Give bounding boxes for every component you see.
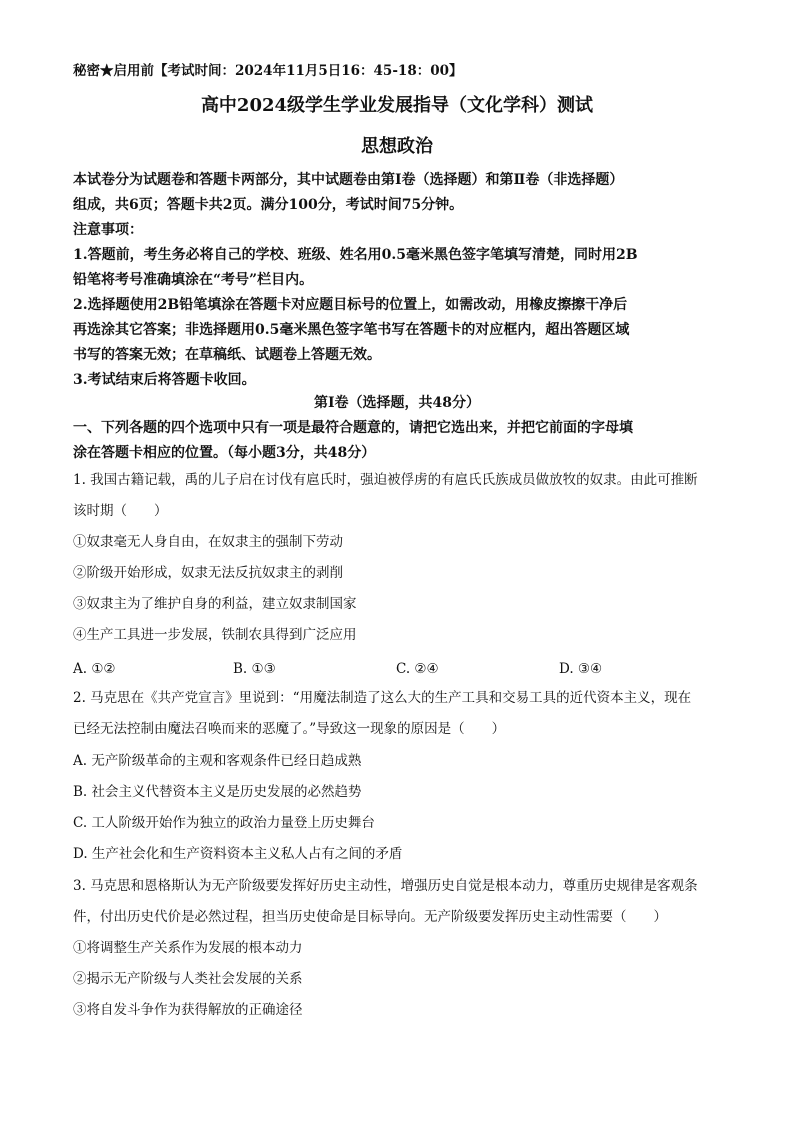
q2-option-c: C. 工人阶级开始作为独立的政治力量登上历史舞台 (73, 815, 375, 831)
q3-stem-line-2: 件，付出历史代价是必然过程，担当历史使命是目标导向。无产阶级要发挥历史主动性需要（ ） (73, 909, 667, 925)
q1-option-d: D. ③④ (559, 661, 603, 677)
notice-item-2-line-3: 书写的答案无效；在草稿纸、试题卷上答题无效。 (73, 347, 381, 363)
exam-title: 高中2024级学生学业发展指导（文化学科）测试 (200, 95, 594, 116)
q3-statement-2: ②揭示无产阶级与人类社会发展的关系 (73, 971, 303, 987)
notice-heading: 注意事项： (73, 222, 143, 238)
q3-statement-3: ③将自发斗争作为获得解放的正确途径 (73, 1002, 303, 1018)
q1-statement-3: ③奴隶主为了维护自身的利益，建立奴隶制国家 (73, 596, 357, 612)
subject-title: 思想政治 (361, 136, 433, 157)
intro-line-2: 组成，共6页；答题卡共2页。满分100分，考试时间75分钟。 (73, 197, 464, 213)
notice-item-1-line-1: 1.答题前，考生务必将自己的学校、班级、姓名用0.5毫米黑色签字笔填写清楚，同时用2B (73, 247, 638, 263)
q2-stem-line-2: 已经无法控制由魔法召唤而来的恶魔了。”导致这一现象的原因是（ ） (73, 721, 506, 737)
q2-option-d: D. 生产社会化和生产资料资本主义私人占有之间的矛盾 (73, 846, 403, 862)
intro-line-1: 本试卷分为试题卷和答题卡两部分，其中试题卷由第Ⅰ卷（选择题）和第Ⅱ卷（非选择题） (73, 172, 624, 188)
q1-option-b: B. ①③ (233, 661, 276, 677)
q1-option-a: A. ①② (73, 661, 116, 677)
directions-line-2: 涂在答题卡相应的位置。（每小题3分，共48分） (73, 445, 376, 461)
q1-statement-4: ④生产工具进一步发展，铁制农具得到广泛应用 (73, 627, 357, 643)
q1-statement-2: ②阶级开始形成，奴隶无法反抗奴隶主的剥削 (73, 565, 343, 581)
q3-stem-line-1: 3. 马克思和恩格斯认为无产阶级要发挥好历史主动性，增强历史自觉是根本动力，尊重历史规律是客观条 (73, 878, 698, 894)
notice-item-2-line-1: 2.选择题使用2B铅笔填涂在答题卡对应题目标号的位置上，如需改动，用橡皮擦擦干净后 (73, 297, 628, 313)
directions-line-1: 一、下列各题的四个选项中只有一项是最符合题意的，请把它选出来，并把它前面的字母填 (73, 420, 633, 436)
q1-option-c: C. ②④ (396, 661, 439, 677)
notice-item-1-line-2: 铅笔将考号准确填涂在“考号”栏目内。 (73, 272, 314, 288)
q1-stem-line-2: 该时期（ ） (73, 503, 168, 519)
confidential-header: 秘密★启用前【考试时间：2024年11月5日16：45-18：00】 (73, 63, 463, 79)
q3-statement-1: ①将调整生产关系作为发展的根本动力 (73, 940, 303, 956)
q2-stem-line-1: 2. 马克思在《共产党宣言》里说到：“用魔法制造了这么大的生产工具和交易工具的近代资本主义，现在 (73, 690, 692, 706)
q1-options (73, 661, 733, 677)
q1-statement-1: ①奴隶毫无人身自由，在奴隶主的强制下劳动 (73, 534, 343, 550)
section-title: 第Ⅰ卷（选择题，共48分） (313, 395, 481, 411)
notice-item-2-line-2: 再选涂其它答案；非选择题用0.5毫米黑色签字笔书写在答题卡的对应框内，超出答题区域 (73, 322, 630, 338)
q1-stem-line-1: 1. 我国古籍记载，禹的儿子启在讨伐有扈氏时，强迫被俘虏的有扈氏氏族成员做放牧的奴隶。由此可推断 (73, 472, 698, 488)
notice-item-3: 3.考试结束后将答题卡收回。 (73, 372, 256, 388)
q2-option-a: A. 无产阶级革命的主观和客观条件已经日趋成熟 (73, 753, 362, 769)
q2-option-b: B. 社会主义代替资本主义是历史发展的必然趋势 (73, 784, 362, 800)
